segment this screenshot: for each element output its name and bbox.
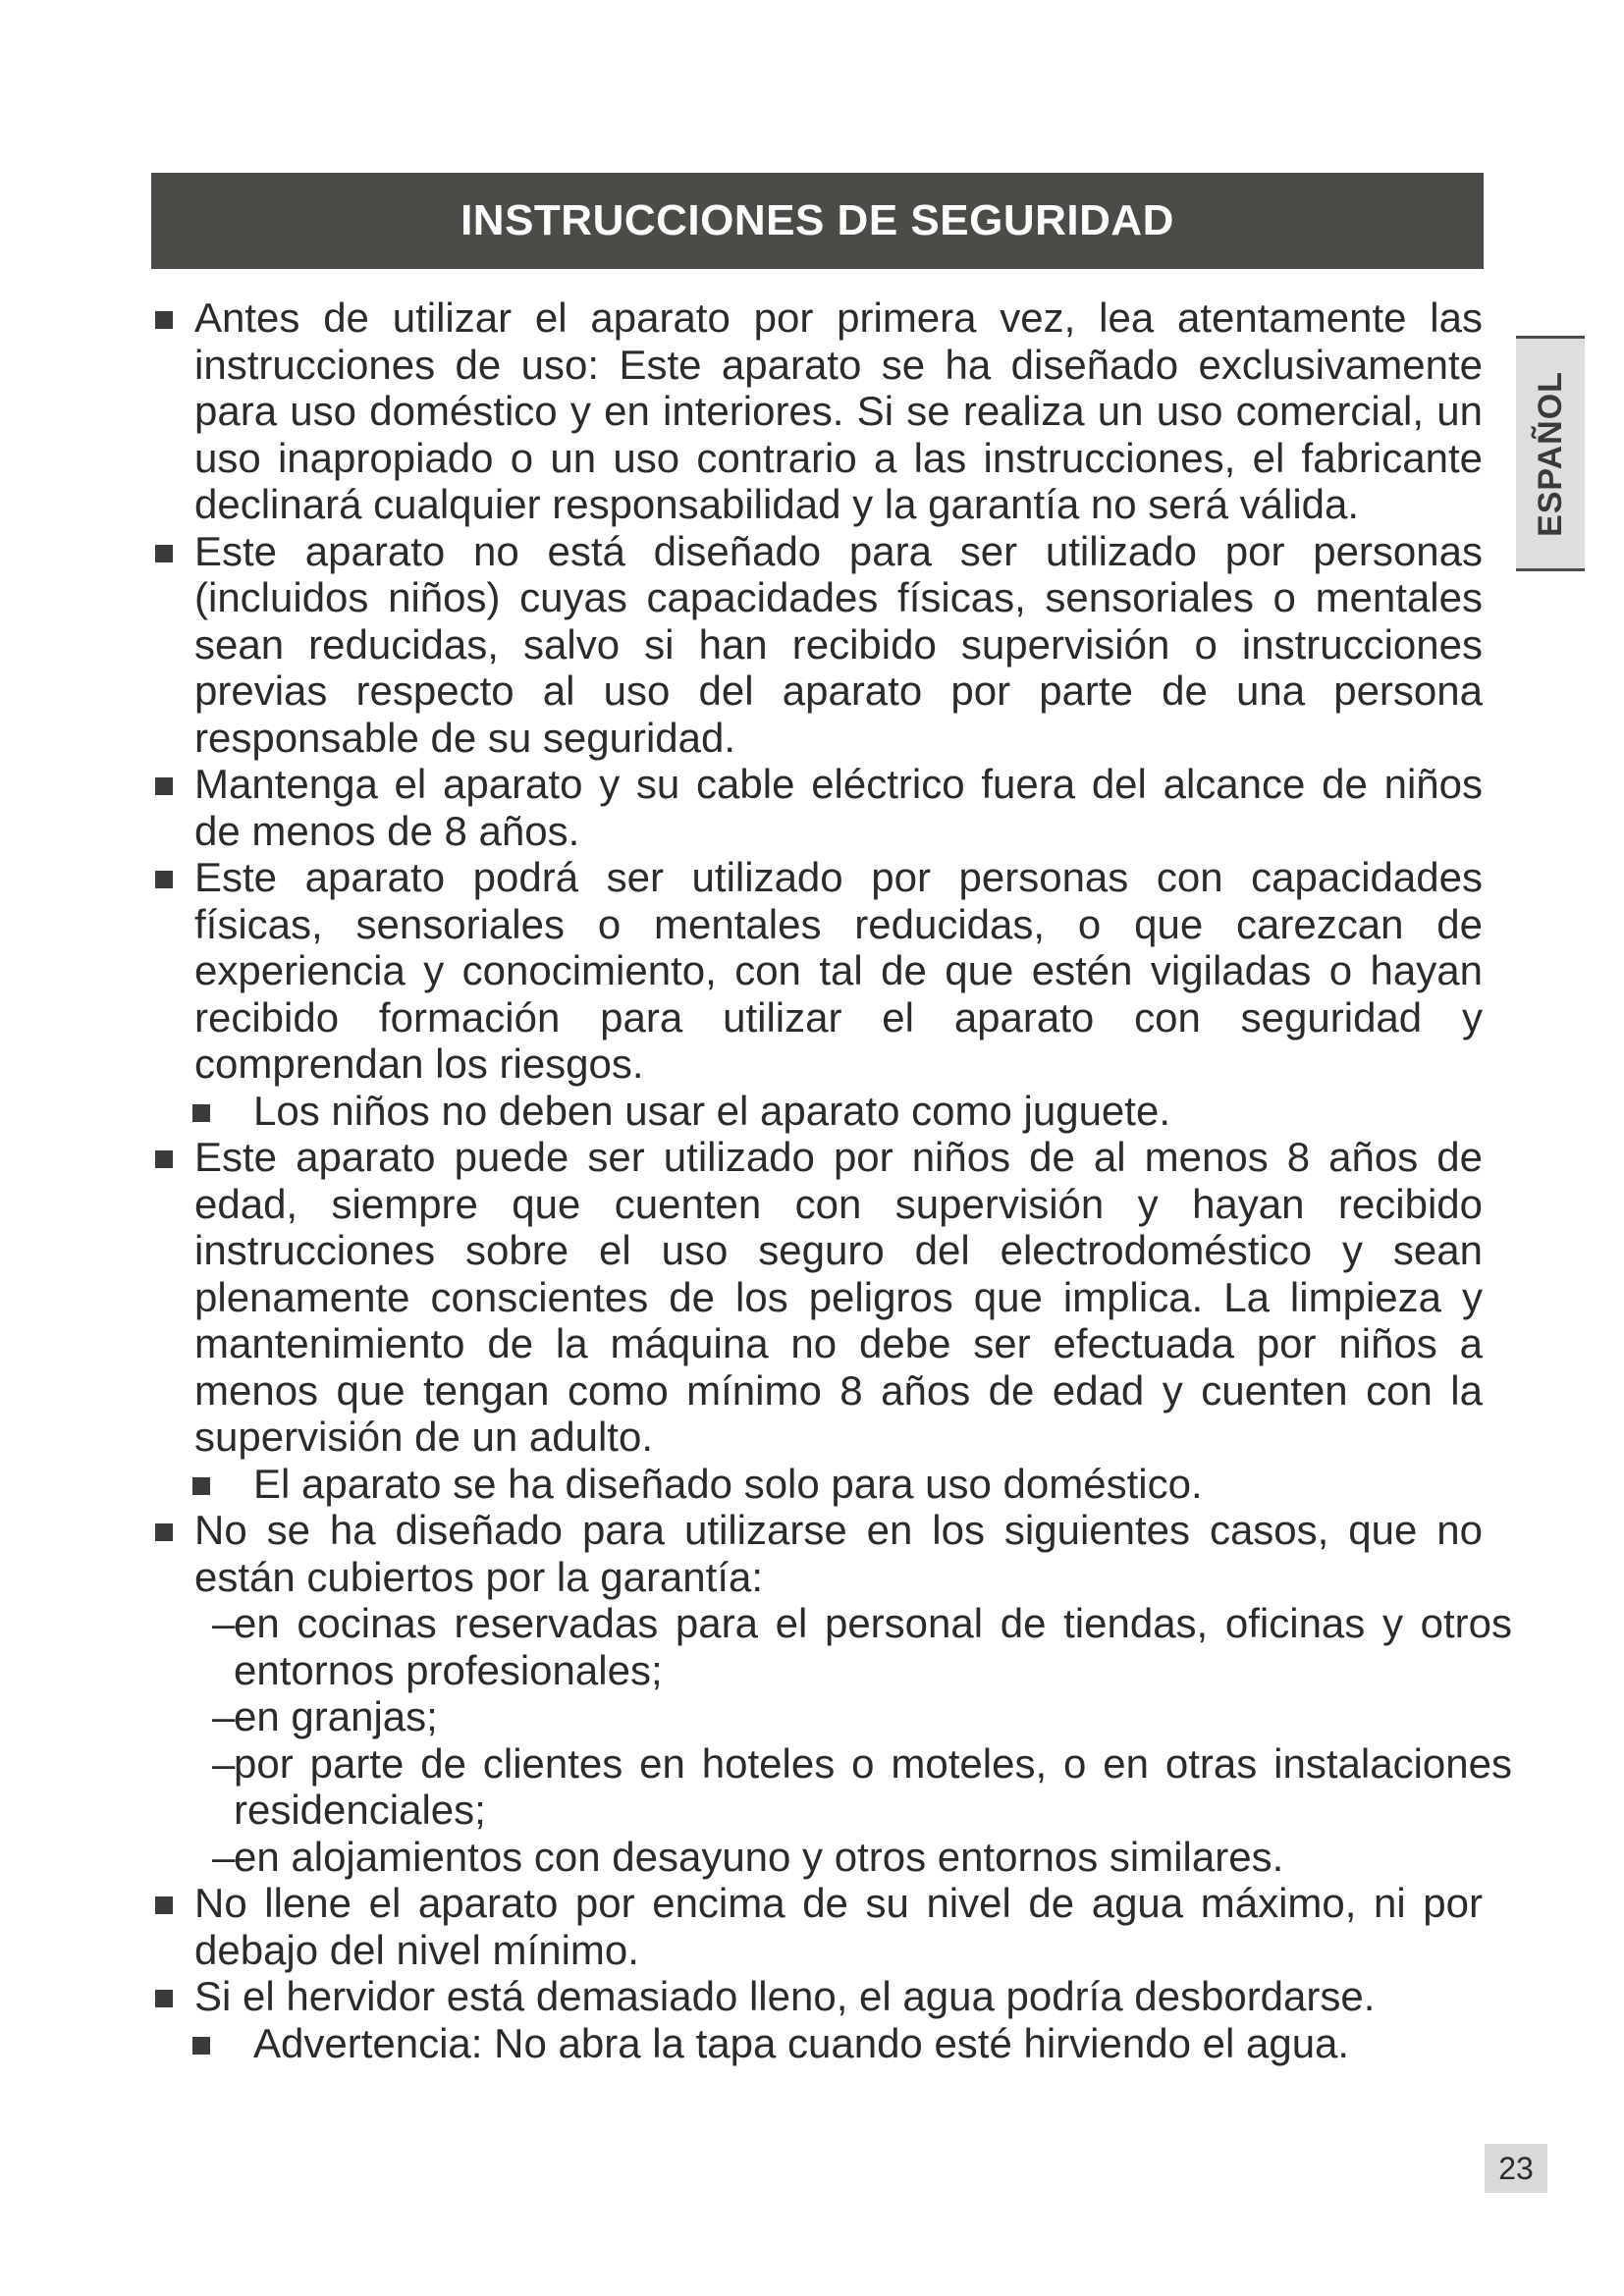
section-header bbox=[151, 173, 1484, 269]
sub-list-item bbox=[151, 1088, 1483, 1135]
dash-list-item-text: por parte de clientes en hoteles o moteles, o en otras instalaciones residenciales; bbox=[234, 1739, 1512, 1833]
list-item bbox=[151, 528, 1483, 762]
list-item-text: Este aparato puede ser utilizado por niños de al menos 8 años de edad, siempre que cuenten con supervisión y hayan recibido instrucciones sobre el uso seguro del electrodoméstico y sean plenamente conscientes de los peligros que implica. La limpieza y mantenimiento de la máquina no debe ser efectuada por niños a menos que tengan como mínimo 8 años de edad y cuenten con la supervisión de un adulto. bbox=[194, 1134, 1483, 1460]
dash-icon: – bbox=[212, 1833, 236, 1880]
list-item-text: Antes de utilizar el aparato por primera vez, lea atentamente las instrucciones de uso: Este aparato se ha diseñado exclusivamente para uso doméstico y en interiores. Si se realiza un uso comercial, un uso inapropiado o un uso contrario a las instrucciones, el fabricante declinará cualquier responsabilidad y la garantía no será válida. bbox=[194, 294, 1483, 527]
bullet-square-icon bbox=[155, 871, 173, 888]
instructions-list bbox=[151, 294, 1512, 2066]
list-item bbox=[151, 1973, 1483, 2020]
dash-list-item bbox=[151, 1834, 1512, 1881]
section-title: INSTRUCCIONES DE SEGURIDAD bbox=[460, 196, 1174, 244]
dash-icon: – bbox=[212, 1600, 236, 1646]
sub-list-item-text: Advertencia: No abra la tapa cuando esté hirviendo el agua. bbox=[253, 2019, 1350, 2066]
dash-icon: – bbox=[212, 1739, 236, 1787]
list-item bbox=[151, 854, 1483, 1088]
bullet-square-icon bbox=[155, 1523, 173, 1541]
list-item bbox=[151, 294, 1483, 528]
bullet-square-icon bbox=[155, 311, 173, 329]
bullet-square-icon bbox=[192, 1477, 210, 1495]
list-item bbox=[151, 1507, 1483, 1600]
dash-list-item bbox=[151, 1693, 1512, 1740]
language-label: ESPAÑOL bbox=[1531, 370, 1569, 537]
bullet-square-icon bbox=[192, 2037, 210, 2055]
bullet-square-icon bbox=[155, 1150, 173, 1168]
sub-list-item-text: El aparato se ha diseñado solo para uso doméstico. bbox=[253, 1460, 1203, 1507]
sub-list-item bbox=[151, 1461, 1483, 1508]
bullet-square-icon bbox=[155, 1990, 173, 2007]
language-tab bbox=[1516, 336, 1585, 571]
dash-list-item-text: en alojamientos con desayuno y otros entornos similares. bbox=[234, 1833, 1284, 1880]
list-item-text: Si el hervidor está demasiado lleno, el agua podría desbordarse. bbox=[194, 1973, 1376, 2019]
list-item bbox=[151, 1880, 1483, 1973]
sub-list-item bbox=[151, 2020, 1483, 2067]
list-item bbox=[151, 1134, 1483, 1461]
dash-icon: – bbox=[212, 1693, 236, 1739]
bullet-square-icon bbox=[192, 1104, 210, 1122]
page-number-text: 23 bbox=[1498, 2150, 1534, 2186]
bullet-square-icon bbox=[155, 545, 173, 562]
bullet-square-icon bbox=[155, 1896, 173, 1914]
list-item-text: Mantenga el aparato y su cable eléctrico fuera del alcance de niños de menos de 8 años. bbox=[194, 761, 1483, 854]
page-number bbox=[1485, 2144, 1547, 2193]
list-item-text: No se ha diseñado para utilizarse en los siguientes casos, que no están cubiertos por la garantía: bbox=[194, 1507, 1483, 1600]
sub-list-item-text: Los niños no deben usar el aparato como juguete. bbox=[253, 1087, 1170, 1134]
bullet-square-icon bbox=[155, 777, 173, 795]
dash-list-item-text: en granjas; bbox=[234, 1693, 438, 1739]
list-item-text: Este aparato no está diseñado para ser utilizado por personas (incluidos niños) cuyas capacidades físicas, sensoriales o mentales sean reducidas, salvo si han recibido supervisión o instrucciones previas respecto al uso del aparato por parte de una persona responsable de su seguridad. bbox=[194, 527, 1483, 761]
list-item bbox=[151, 761, 1483, 854]
dash-list-item bbox=[151, 1740, 1512, 1834]
dash-list-item-text: en cocinas reservadas para el personal de tiendas, oficinas y otros entornos profesionales; bbox=[234, 1600, 1512, 1693]
list-item-text: Este aparato podrá ser utilizado por personas con capacidades físicas, sensoriales o mentales reducidas, o que carezcan de experiencia y conocimiento, con tal de que estén vigiladas o hayan recibido formación para utilizar el aparato con seguridad y comprendan los riesgos. bbox=[194, 854, 1483, 1087]
list-item-text: No llene el aparato por encima de su nivel de agua máximo, ni por debajo del nivel mínimo. bbox=[194, 1880, 1483, 1973]
dash-list-item bbox=[151, 1600, 1512, 1693]
